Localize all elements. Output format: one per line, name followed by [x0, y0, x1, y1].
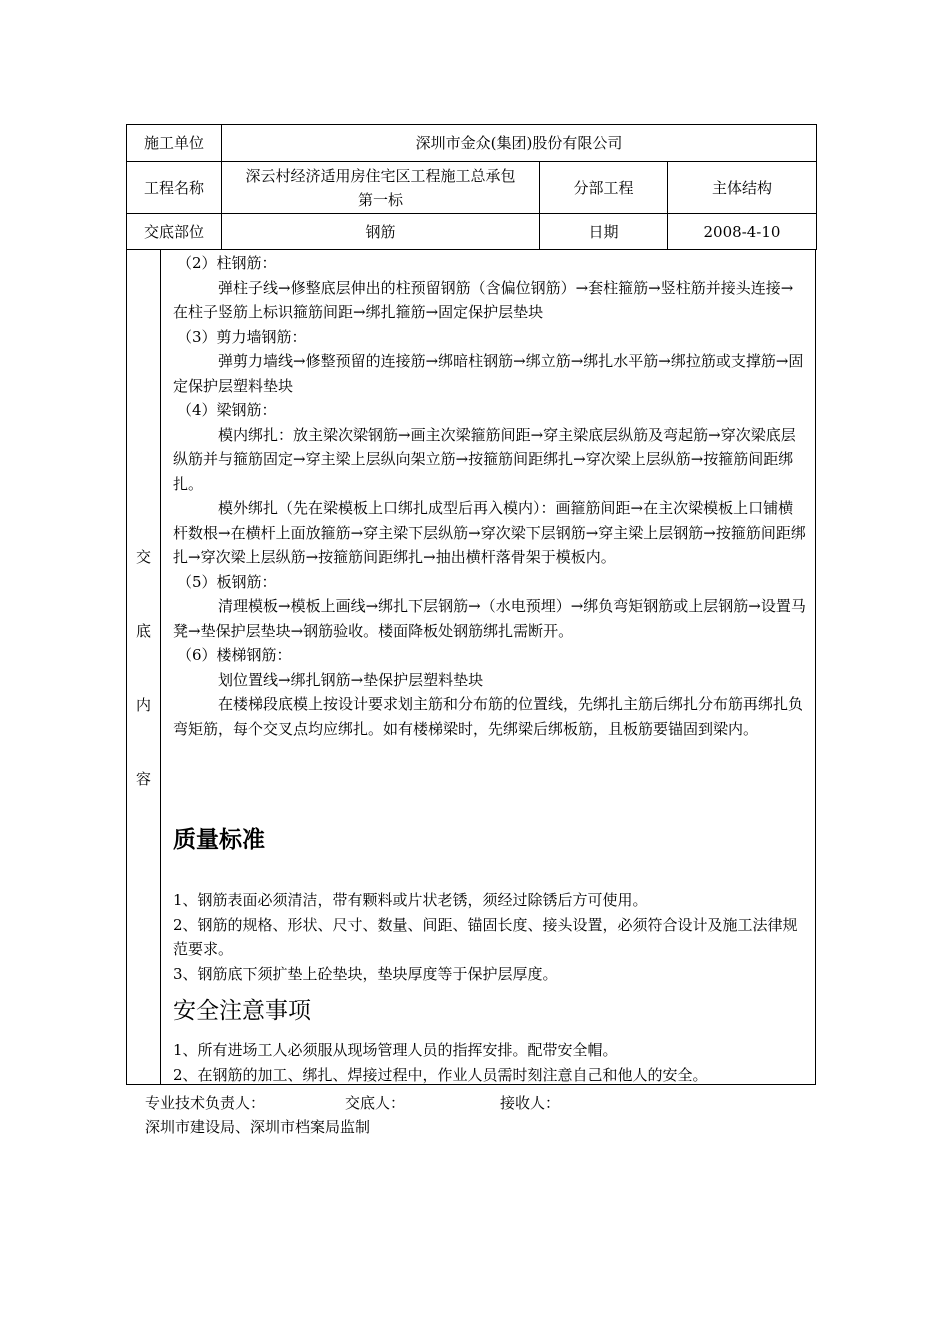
paragraph: 划位置线→绑扎钢筋→垫保护层塑料垫块 [218, 670, 484, 689]
side-char: 内 [135, 696, 151, 714]
project-value: 深云村经济适用房住宅区工程施工总承包第一标 [222, 162, 540, 214]
section-heading: （4）梁钢筋： [177, 401, 277, 419]
side-char: 容 [135, 770, 151, 788]
signature-line [145, 1092, 560, 1113]
header-table [126, 124, 816, 250]
safety-item: 1、所有进场工人必须服从现场管理人员的指挥安排。配带安全帽。 [173, 1041, 618, 1059]
paragraph: 弹柱子线→修整底层伸出的柱预留钢筋（含偏位钢筋）→套柱箍筋→竖柱筋并接头连接→在柱子竖筋上标识箍筋间距→绑扎箍筋→固定保护层垫块 [173, 278, 794, 321]
unit-value: 深圳市金众(集团)股份有限公司 [222, 125, 817, 162]
section-heading: （3）剪力墙钢筋： [177, 327, 307, 346]
paragraph: 弹剪力墙线→修整预留的连接筋→绑暗柱钢筋→绑立筋→绑扎水平筋→绑拉筋或支撑筋→固定保护层塑料垫块 [173, 352, 804, 395]
supervisor-text: 深圳市建设局、深圳市档案局监制 [145, 1118, 371, 1136]
quality-title: 质量标准 [173, 827, 265, 853]
division-value: 主体结构 [668, 162, 817, 214]
division-label: 分部工程 [540, 162, 668, 214]
receiver-label: 接收人： [500, 1094, 561, 1112]
date-label: 日期 [540, 214, 668, 250]
project-label: 工程名称 [127, 162, 222, 214]
side-char: 交 [135, 548, 151, 566]
safety-item: 2、在钢筋的加工、绑扎、焊接过程中，作业人员需时刻注意自己和他人的安全。 [173, 1065, 708, 1084]
tech-lead-label: 专业技术负责人： [145, 1094, 266, 1112]
paragraph: 模外绑扎（先在梁模板上口绑扎成型后再入模内）：画箍筋间距→在主次梁模板上口铺横杆数根→在横杆上面放箍筋→穿主梁下层纵筋→穿次梁下层钢筋→穿主梁上层钢筋→按箍筋间距绑扎→穿次梁上层纵筋→按箍筋间距绑扎→抽出横杆落骨架于模板内。 [173, 499, 806, 566]
presenter-label: 交底人： [345, 1094, 406, 1112]
date-value: 2008-4-10 [668, 214, 817, 250]
part-label: 交底部位 [127, 214, 222, 250]
paragraph: 模内绑扎：放主梁次梁钢筋→画主次梁箍筋间距→穿主梁底层纵筋及弯起筋→穿次梁底层纵筋并与箍筋固定→穿主梁上层纵向架立筋→按箍筋间距绑扎→穿次梁上层纵筋→按箍筋间距绑扎。 [173, 425, 796, 493]
paragraph: 清理模板→模板上画线→绑扎下层钢筋→（水电预埋）→绑负弯矩钢筋或上层钢筋→设置马凳→垫保护层垫块→钢筋验收。楼面降板处钢筋绑扎需断开。 [173, 597, 806, 640]
section-heading: （6）楼梯钢筋： [177, 646, 292, 664]
quality-item: 3、钢筋底下须扩垫上砼垫块，垫块厚度等于保护层厚度。 [173, 964, 558, 983]
paragraph: 在楼梯段底模上按设计要求划主筋和分布筋的位置线，先绑扎主筋后绑扎分布筋再绑扎负弯矩筋，每个交叉点均应绑扎。如有楼梯梁时，先绑梁后绑板筋，且板筋要锚固到梁内。 [173, 695, 804, 738]
side-char: 底 [135, 622, 151, 640]
section-heading: （5）板钢筋： [177, 572, 277, 591]
quality-item: 1、钢筋表面必须清洁，带有颗料或片状老锈，须经过除锈后方可使用。 [173, 891, 648, 909]
unit-label: 施工单位 [127, 125, 222, 162]
quality-item: 2、钢筋的规格、形状、尺寸、数量、间距、锚固长度、接头设置，必须符合设计及施工法律规范要求。 [173, 915, 798, 958]
part-value: 钢筋 [222, 214, 540, 250]
section-heading: （2）柱钢筋： [177, 254, 277, 272]
content-cell [126, 250, 816, 1085]
safety-title: 安全注意事项 [173, 998, 311, 1024]
side-label [127, 250, 161, 1084]
